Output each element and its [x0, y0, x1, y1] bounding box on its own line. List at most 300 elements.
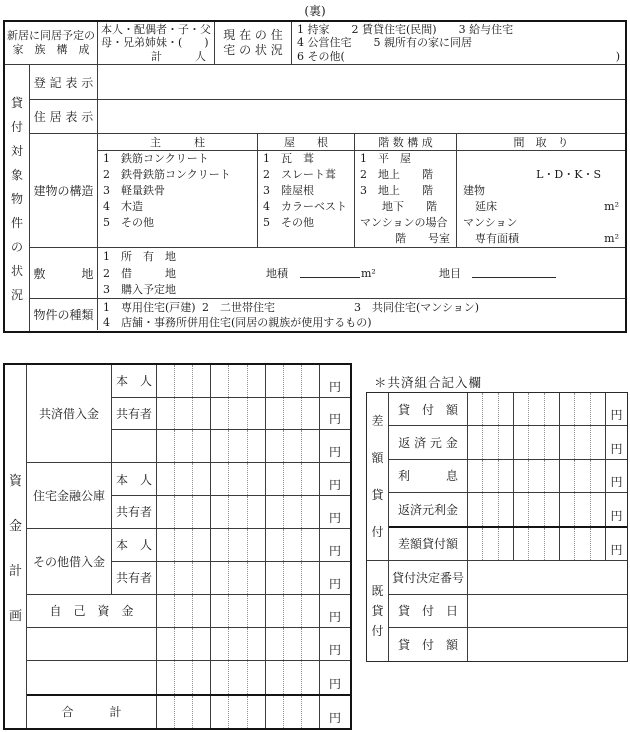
digit-cell	[302, 430, 320, 462]
roof-option: 1 瓦 葺	[263, 152, 314, 165]
floor-area-unit: m²	[604, 200, 619, 213]
digit-cell	[175, 696, 193, 728]
amount-row	[112, 463, 350, 496]
digit-cell	[560, 528, 575, 560]
digit-cell	[211, 398, 229, 430]
funding-plan-vertical-text	[5, 365, 26, 728]
amount-row	[112, 496, 350, 528]
exclusive-area-unit: m²	[604, 232, 619, 245]
floors-header: 階 数 構 成	[355, 134, 457, 150]
roof-header: 屋 根	[258, 134, 355, 150]
digit-cell	[193, 496, 211, 528]
digit-cell	[211, 529, 229, 561]
existing-loan-amount-value	[468, 628, 627, 661]
digit-cell	[468, 426, 483, 458]
digit-cell	[302, 628, 320, 660]
digit-cell	[157, 463, 175, 495]
digit-cell	[483, 393, 498, 425]
property-type-opt1: 1 専用住宅(戸建)	[103, 300, 196, 314]
digit-cell	[193, 463, 211, 495]
digit-cell	[229, 529, 247, 561]
coowner-sublabel: 共有者	[112, 496, 157, 528]
current-housing-options	[292, 22, 625, 64]
digit-cell	[211, 430, 229, 462]
yen-unit: 円	[610, 408, 623, 423]
site-option-leased: 2 借 地	[103, 267, 176, 280]
repayment-principal-label: 返 済 元 金	[389, 426, 468, 458]
roof-option: 4 カラーベスト	[263, 200, 347, 213]
vertical-label-char: 付	[371, 525, 384, 540]
exclusive-area-line	[457, 231, 625, 247]
exclusive-area-label: 専有面積	[475, 232, 519, 245]
floor-area-line	[457, 199, 625, 215]
loan-date-row	[389, 595, 627, 629]
digit-cell	[266, 496, 284, 528]
yen-unit: 円	[328, 412, 341, 427]
digit-cell	[302, 463, 320, 495]
digit-cell	[529, 528, 544, 560]
vertical-label-char: 況	[10, 287, 23, 302]
property-type-opt3: 3 共同住宅(マンション)	[354, 300, 480, 314]
digit-cell	[514, 426, 529, 458]
digit-cell	[545, 426, 560, 458]
vertical-label-char: 金	[8, 518, 22, 534]
digit-cell	[211, 628, 229, 660]
digit-cell	[157, 661, 175, 693]
digit-cell	[284, 398, 302, 430]
vertical-label-char: 貸	[371, 604, 384, 619]
yen-unit: 円	[328, 609, 341, 624]
digit-cell	[211, 661, 229, 693]
digit-cell	[575, 393, 590, 425]
digit-cell	[229, 562, 247, 594]
digit-cell	[248, 628, 266, 660]
digit-cell	[560, 460, 575, 492]
coowner-sublabel: 共有者	[112, 398, 157, 430]
digit-cell	[157, 696, 175, 728]
digit-cell	[229, 661, 247, 693]
blank-fund-label	[27, 661, 157, 693]
layout-header: 間 取 り	[513, 136, 569, 149]
other-option-close: )	[615, 49, 620, 63]
interest-label: 利 息	[389, 460, 468, 492]
amount-digits	[157, 661, 320, 693]
digit-cell	[193, 562, 211, 594]
digit-cell	[514, 460, 529, 492]
digit-cell	[529, 393, 544, 425]
digit-cell	[575, 460, 590, 492]
digit-cell	[193, 529, 211, 561]
digit-cell	[175, 496, 193, 528]
amount-digits	[157, 430, 320, 462]
loan-decision-number-value	[468, 561, 627, 594]
kikashitsuke-section	[367, 561, 627, 661]
coowner-sublabel: 共有者	[112, 562, 157, 594]
pillar-option: 3 軽量鉄骨	[103, 184, 165, 197]
digit-cell	[157, 529, 175, 561]
vertical-label-char: 件	[10, 215, 23, 230]
registry-display-row	[30, 65, 625, 100]
sagaku-vertical-label	[367, 393, 389, 560]
digit-cell	[499, 426, 514, 458]
digit-cell	[545, 393, 560, 425]
digit-cell	[248, 696, 266, 728]
property-status-table	[3, 20, 627, 333]
amount-digits	[468, 528, 606, 560]
self-fund-label: 自 己 資 金	[27, 595, 157, 627]
digit-cell	[545, 493, 560, 525]
site-label: 敷 地	[30, 248, 98, 298]
site-area-label: 地積	[266, 267, 288, 280]
digit-cell	[591, 393, 606, 425]
floors-option: 階 号室	[395, 232, 450, 245]
amount-row	[112, 430, 350, 462]
kyosai-loan-group	[27, 365, 350, 463]
digit-cell	[175, 628, 193, 660]
vertical-label-char: 象	[10, 167, 23, 182]
digit-cell	[229, 398, 247, 430]
floors-option: 3 地上 階	[360, 184, 433, 197]
digit-cell	[483, 460, 498, 492]
difference-loan-amount-label: 差額貸付額	[389, 528, 468, 560]
yen-unit: 円	[328, 477, 341, 492]
blank-sublabel	[112, 430, 157, 462]
digit-cell	[284, 661, 302, 693]
yen-unit: 円	[328, 379, 341, 394]
yen-unit: 円	[328, 643, 341, 658]
self-sublabel: 本 人	[112, 365, 157, 397]
digit-cell	[229, 365, 247, 397]
vertical-label-char: 対	[10, 143, 23, 158]
digit-cell	[248, 529, 266, 561]
digit-cell	[529, 493, 544, 525]
yen-unit: 円	[328, 543, 341, 558]
digit-cell	[591, 493, 606, 525]
digit-cell	[157, 595, 175, 627]
digit-cell	[545, 460, 560, 492]
digit-cell	[529, 460, 544, 492]
digit-cell	[193, 628, 211, 660]
digit-cell	[514, 493, 529, 525]
family-label-line1: 新居に同居予定の	[7, 29, 95, 42]
digit-cell	[284, 365, 302, 397]
interest-row	[389, 460, 627, 493]
pillar-option: 2 鉄骨鉄筋コンクリート	[103, 168, 231, 181]
page-title: (裏)	[304, 4, 326, 18]
family-housing-row	[5, 22, 625, 65]
property-status-vertical-label	[5, 65, 30, 331]
digit-cell	[302, 496, 320, 528]
roof-options	[258, 151, 355, 247]
housing-options-line2: 4 公営住宅 5 親所有の家に同居	[297, 36, 472, 50]
digit-cell	[591, 460, 606, 492]
vertical-label-char: 付	[10, 119, 23, 134]
digit-cell	[229, 628, 247, 660]
vertical-label-char: 計	[8, 563, 22, 579]
funding-plan-vertical-label	[5, 365, 27, 728]
jutaku-kinyu-koko-group	[27, 463, 350, 529]
digit-cell	[284, 595, 302, 627]
digit-cell	[483, 426, 498, 458]
yen-unit: 円	[328, 676, 341, 691]
digit-cell	[193, 696, 211, 728]
yen-unit: 円	[328, 711, 341, 725]
digit-cell	[193, 661, 211, 693]
digit-cell	[499, 460, 514, 492]
other-loan-label: その他借入金	[27, 529, 112, 594]
digit-cell	[248, 398, 266, 430]
other-loan-group	[27, 529, 350, 595]
current-housing-label-line1: 現 在 の 住	[223, 28, 283, 42]
residence-display-value	[98, 100, 625, 133]
loan-decision-number-label: 貸付決定番号	[389, 561, 468, 594]
family-members-cell	[98, 22, 215, 64]
digit-cell	[468, 460, 483, 492]
floors-option: マンションの場合	[360, 216, 448, 229]
amount-digits	[157, 696, 320, 728]
floors-option: 2 地上 階	[360, 168, 433, 181]
vertical-label-char: 状	[10, 263, 23, 278]
jutaku-kinyu-koko-label: 住宅金融公庫	[27, 463, 112, 528]
digit-cell	[229, 496, 247, 528]
digit-cell	[499, 393, 514, 425]
digit-cell	[284, 628, 302, 660]
digit-cell	[193, 398, 211, 430]
digit-cell	[229, 696, 247, 728]
digit-cell	[157, 562, 175, 594]
digit-cell	[483, 528, 498, 560]
family-label-line2: 家 族 構 成	[12, 43, 90, 56]
self-fund-row	[27, 595, 350, 628]
sagaku-kashitsuke-section	[367, 393, 627, 561]
existing-loan-amount-row	[389, 628, 627, 661]
members-line2: 母・兄弟姉妹・( )	[101, 36, 209, 50]
yen-unit: 円	[610, 441, 623, 456]
loan-date-label: 貸 付 日	[389, 595, 468, 628]
building-structure-label: 建物の構造	[30, 134, 98, 247]
total-row	[27, 694, 350, 728]
floors-option: 地下 階	[360, 200, 437, 213]
digit-cell	[211, 496, 229, 528]
digit-cell	[591, 426, 606, 458]
building-structure-row	[30, 134, 625, 248]
digit-cell	[284, 496, 302, 528]
digit-cell	[545, 528, 560, 560]
repayment-principal-row	[389, 426, 627, 459]
loan-amount-label: 貸 付 額	[389, 393, 468, 425]
digit-cell	[302, 365, 320, 397]
digit-cell	[175, 661, 193, 693]
property-type-row	[30, 299, 625, 330]
vertical-label-char: 画	[8, 608, 22, 624]
digit-cell	[211, 562, 229, 594]
digit-cell	[284, 430, 302, 462]
yen-unit: 円	[610, 542, 623, 557]
amount-row	[112, 562, 350, 594]
digit-cell	[193, 430, 211, 462]
repayment-principal-interest-label: 返済元利金	[389, 493, 468, 525]
property-type-label: 物件の種類	[30, 299, 98, 330]
digit-cell	[248, 595, 266, 627]
amount-digits	[468, 493, 606, 525]
amount-digits	[468, 426, 606, 458]
digit-cell	[302, 661, 320, 693]
yen-unit: 円	[328, 510, 341, 525]
union-entry-heading: ＊共済組合記入欄	[374, 375, 483, 390]
digit-cell	[211, 365, 229, 397]
funding-plan-table	[3, 363, 352, 730]
floors-options	[355, 151, 457, 247]
amount-digits	[157, 365, 320, 397]
mansion-label: マンション	[463, 216, 518, 229]
blank-fund-row	[27, 661, 350, 693]
digit-cell	[266, 628, 284, 660]
digit-cell	[266, 365, 284, 397]
site-option-leased-line	[98, 265, 625, 281]
current-housing-label	[215, 22, 292, 64]
digit-cell	[229, 430, 247, 462]
difference-loan-amount-row	[389, 526, 627, 560]
roof-option: 2 スレート葺	[263, 168, 336, 181]
roof-option: 5 その他	[263, 216, 314, 229]
digit-cell	[266, 696, 284, 728]
digit-cell	[175, 365, 193, 397]
site-option-planned: 3 購入予定地	[103, 283, 176, 296]
digit-cell	[175, 529, 193, 561]
digit-cell	[157, 628, 175, 660]
pillar-option: 5 その他	[103, 216, 154, 229]
digit-cell	[248, 430, 266, 462]
digit-cell	[248, 661, 266, 693]
digit-cell	[483, 493, 498, 525]
digit-cell	[157, 430, 175, 462]
self-sublabel: 本 人	[112, 529, 157, 561]
property-type-opt2: 2 二世帯住宅	[202, 300, 275, 314]
residence-display-row	[30, 100, 625, 134]
pillar-options	[98, 151, 258, 247]
blank-fund-row	[27, 628, 350, 661]
pillar-option: 4 木造	[103, 200, 143, 213]
vertical-label-char: 物	[10, 191, 23, 206]
digit-cell	[468, 493, 483, 525]
layout-column	[457, 151, 625, 247]
site-options	[98, 248, 625, 298]
digit-cell	[266, 398, 284, 430]
amount-digits	[157, 595, 320, 627]
digit-cell	[193, 595, 211, 627]
land-category-label: 地目	[439, 267, 461, 280]
digit-cell	[266, 661, 284, 693]
vertical-label-char: 貸	[371, 488, 384, 503]
housing-options-line3	[297, 50, 620, 64]
digit-cell	[211, 595, 229, 627]
site-area-blank	[300, 265, 360, 278]
digit-cell	[266, 463, 284, 495]
digit-cell	[157, 365, 175, 397]
digit-cell	[468, 528, 483, 560]
repayment-principal-interest-row	[389, 493, 627, 525]
site-area-unit: m²	[361, 267, 376, 280]
digit-cell	[157, 398, 175, 430]
blank-fund-label	[27, 628, 157, 660]
digit-cell	[302, 696, 320, 728]
digit-cell	[229, 463, 247, 495]
digit-cell	[266, 595, 284, 627]
yen-unit: 円	[328, 576, 341, 591]
floors-option: 1 平 屋	[360, 152, 411, 165]
current-housing-label-line2: 宅 の 状 況	[223, 43, 283, 57]
roof-option: 3 陸屋根	[263, 184, 314, 197]
digit-cell	[248, 365, 266, 397]
digit-cell	[499, 493, 514, 525]
amount-digits	[468, 393, 606, 425]
vertical-label-char: 資	[8, 473, 22, 489]
digit-cell	[193, 365, 211, 397]
housing-options-line1: 1 持家 2 賃貸住宅(民間) 3 給与住宅	[297, 22, 514, 36]
structure-header-row	[98, 134, 625, 151]
vertical-label-char: 差	[371, 414, 384, 429]
amount-row	[112, 398, 350, 431]
yen-unit: 円	[610, 508, 623, 523]
kikashitsuke-vertical-label	[367, 561, 389, 661]
amount-row	[112, 529, 350, 562]
members-total: 計 人	[151, 49, 206, 63]
site-option-owned: 1 所 有 地	[103, 250, 176, 263]
kyosai-loan-label: 共済借入金	[27, 365, 112, 462]
vertical-label-char: 貸	[10, 95, 23, 110]
vertical-label-char: 既	[371, 584, 384, 599]
digit-cell	[175, 430, 193, 462]
property-type-opt4: 4 店舗・事務所併用住宅(同居の親族が使用するもの)	[103, 315, 372, 329]
property-status-vertical-text	[5, 65, 29, 331]
digit-cell	[284, 696, 302, 728]
digit-cell	[302, 562, 320, 594]
amount-digits	[157, 496, 320, 528]
digit-cell	[211, 696, 229, 728]
digit-cell	[248, 463, 266, 495]
land-category-blank	[472, 265, 556, 278]
digit-cell	[175, 562, 193, 594]
digit-cell	[266, 430, 284, 462]
amount-digits	[157, 529, 320, 561]
registry-display-value	[98, 65, 625, 99]
yen-unit: 円	[610, 475, 623, 490]
digit-cell	[529, 426, 544, 458]
vertical-label-char: 付	[371, 624, 384, 639]
digit-cell	[248, 562, 266, 594]
digit-cell	[175, 463, 193, 495]
residence-display-label: 住 居 表 示	[30, 100, 98, 133]
yen-unit: 円	[328, 445, 341, 460]
digit-cell	[560, 493, 575, 525]
building-label: 建物	[463, 184, 485, 197]
ldks-label: L・D・K・S	[536, 168, 601, 181]
amount-digits	[468, 460, 606, 492]
digit-cell	[560, 426, 575, 458]
other-option-open: 6 その他(	[297, 49, 345, 63]
digit-cell	[175, 595, 193, 627]
digit-cell	[575, 528, 590, 560]
digit-cell	[157, 496, 175, 528]
loan-decision-number-row	[389, 561, 627, 595]
digit-cell	[514, 528, 529, 560]
property-type-line1	[98, 300, 625, 315]
amount-digits	[157, 398, 320, 430]
digit-cell	[248, 496, 266, 528]
sagaku-vertical-text	[367, 393, 388, 560]
digit-cell	[302, 595, 320, 627]
amount-digits	[157, 628, 320, 660]
